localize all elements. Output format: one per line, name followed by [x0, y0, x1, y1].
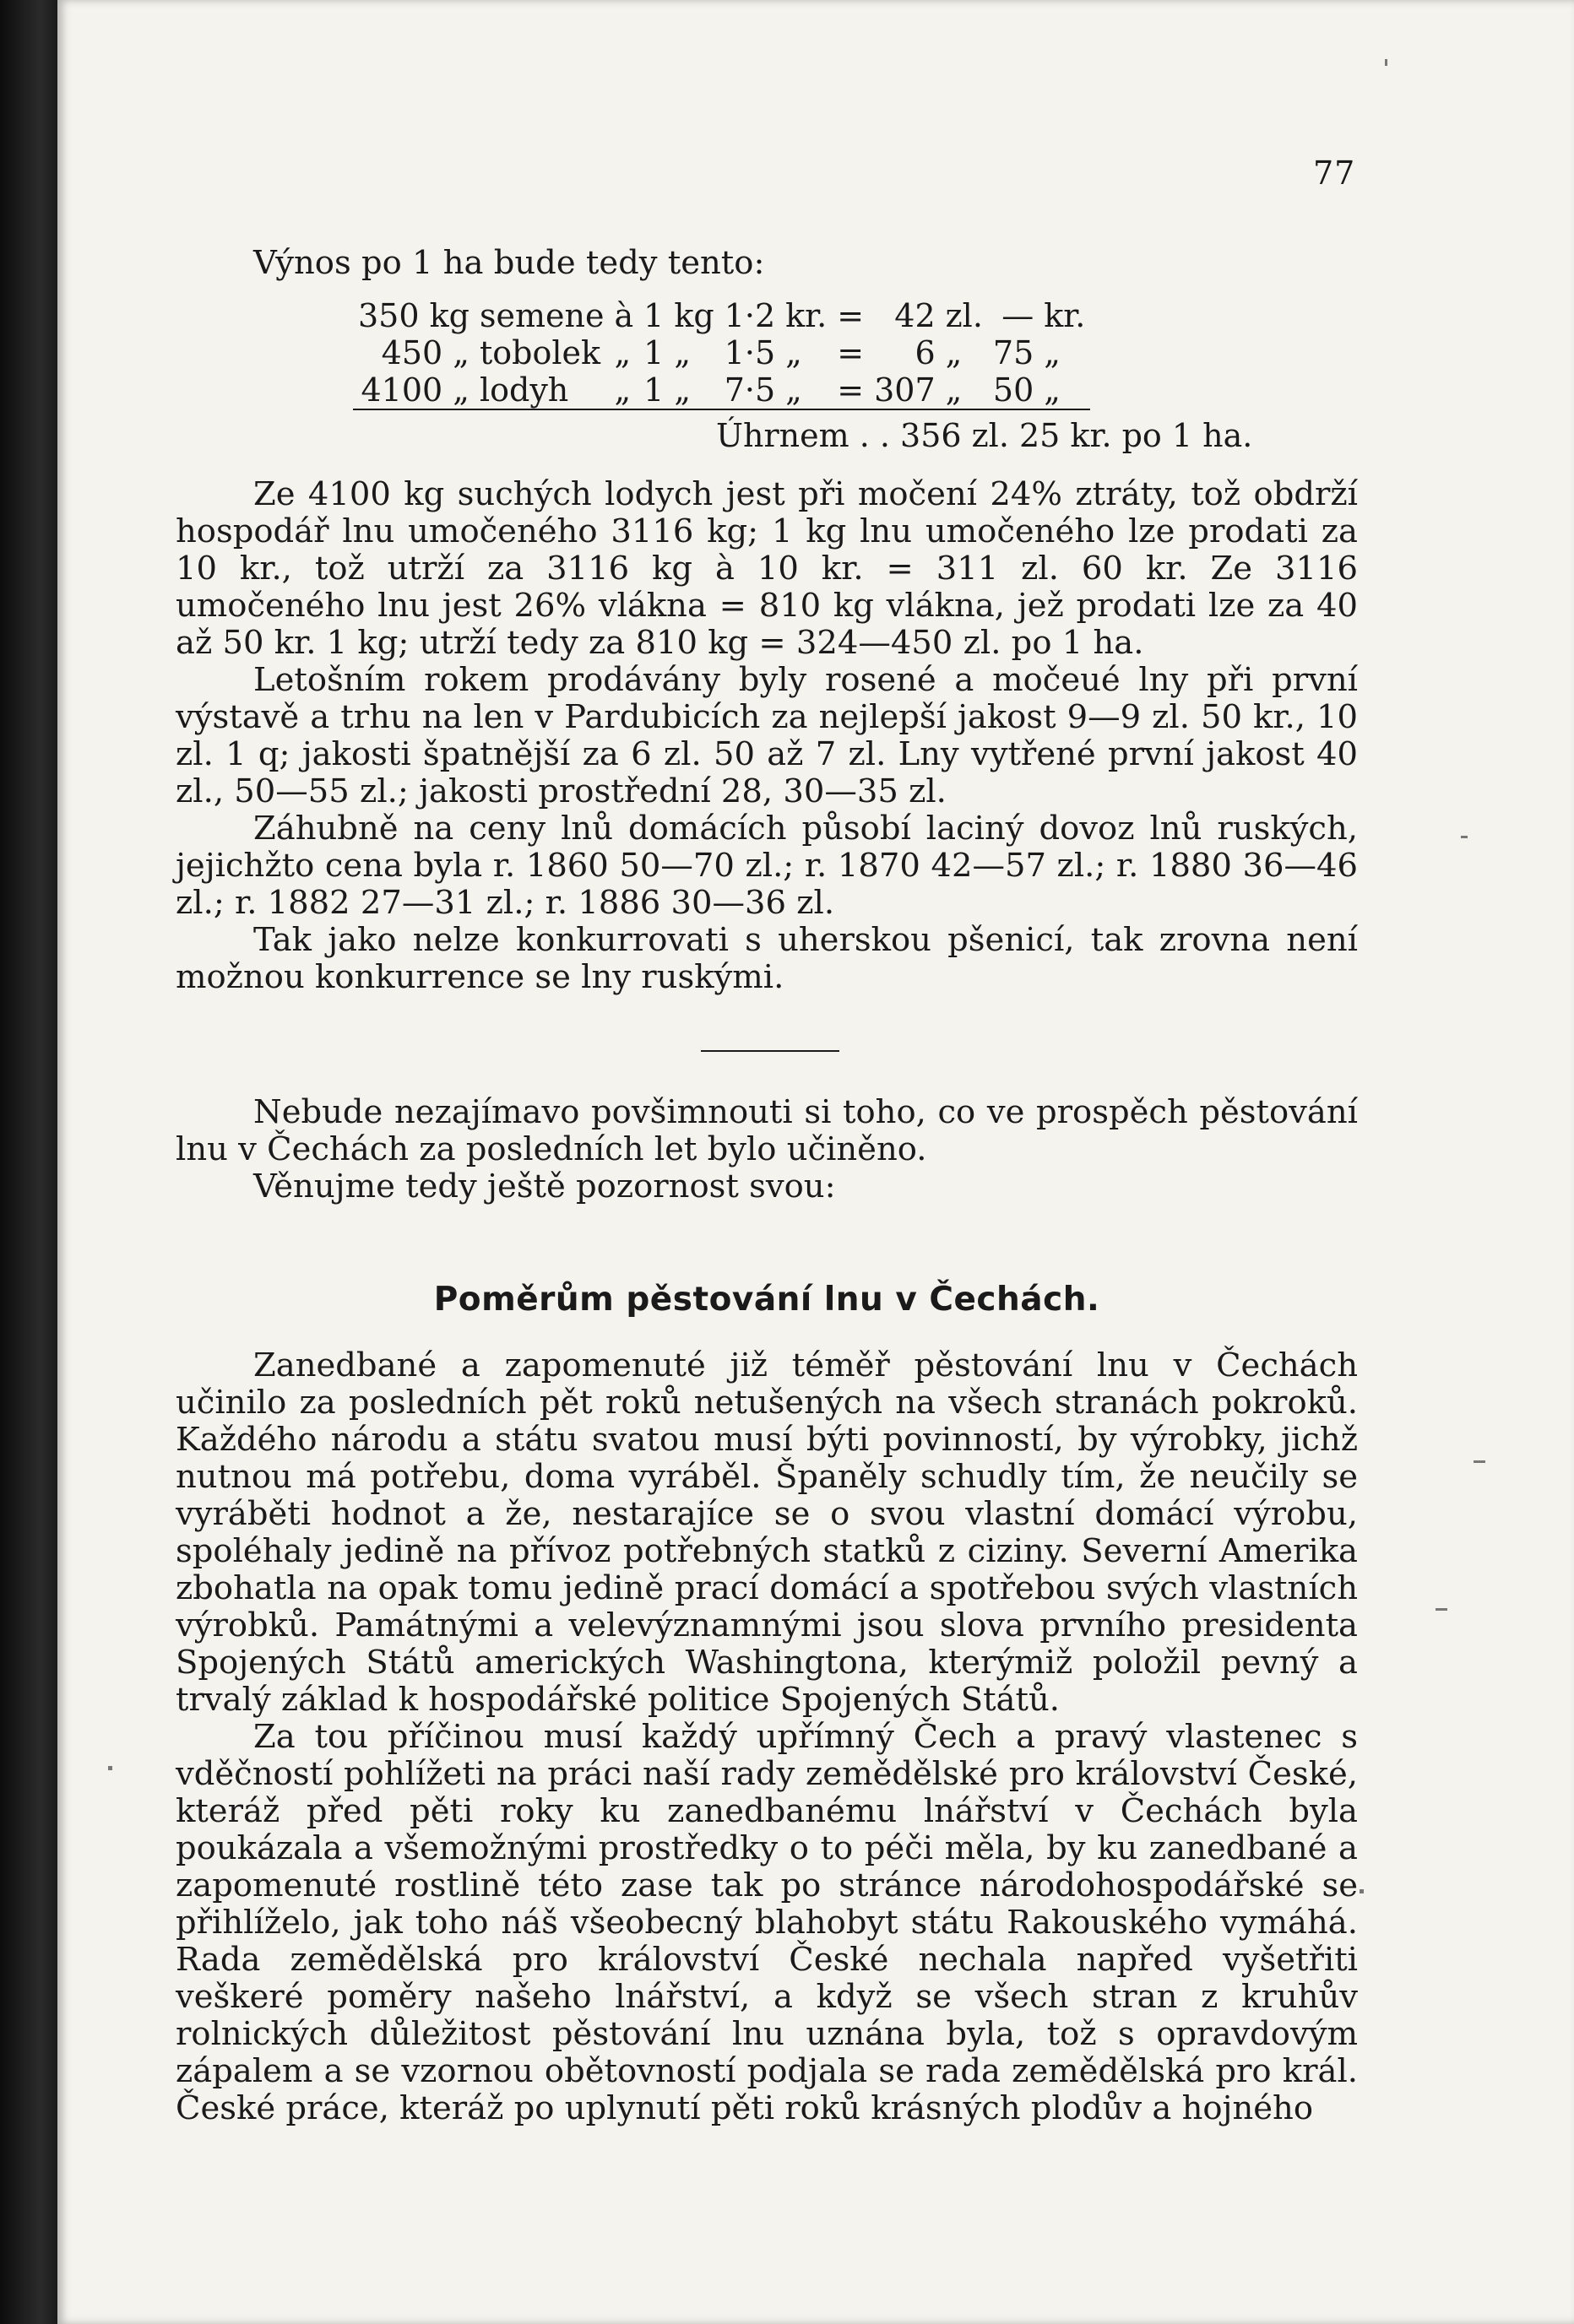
per: „ [609, 371, 638, 409]
section-divider [701, 1050, 839, 1052]
price: 1·5 [724, 334, 776, 371]
paragraph: Záhubně na ceny lnů domácích působí laciný dovoz lnů ruských, jejichžto cena byla r. 1860 50—70 zl.; r. 1870 42—57 zl.; r. 1880 36—46 zl.; r. 1882 27—31 zl.; r. 1886 30—36 zl. [176, 810, 1358, 922]
paragraph: Ze 4100 kg suchých lodych jest při močení 24% ztráty, tož obdrží hospodář lnu umočeného 3116 kg; 1 kg lnu umočeného lze prodati za 10 kr., tož utrží za 3116 kg à 10 kr. = 311 zl. 60 kr. Ze 3116 umočeného lnu jest 26% vlákna = 810 kg vlákna, jež prodati lze za 40 až 50 kr. 1 kg; utrží tedy za 810 kg = 324—450 zl. po 1 ha. [176, 475, 1358, 662]
equals: = [837, 334, 865, 371]
scan-left-edge [0, 0, 57, 2324]
zl-label: zl. [945, 297, 983, 334]
scan-mark [108, 1766, 112, 1770]
kr-label: kr. [1044, 297, 1086, 334]
yield-table [353, 297, 1090, 410]
yield-intro: Výnos po 1 ha bude tedy tento: [253, 244, 765, 282]
paragraph: Za tou příčinou musí každý upřímný Čech a pravý vlastenec s vděčností pohlížeti na práci naší rady zemědělské pro království České, kteráž před pěti roky ku zanedbanému lnářství v Čechách byla poukázala a všemožnými prostředky o to péči měla, by ku zanedbané a zapomenuté rostlině této zase tak po stránce národohospodářské se přihlíželo, jak toho náš všeobecný blahobyt státu Rakouského vymáhá. Rada zemědělská pro království České nechala napřed vyšetřiti veškeré poměry našeho lnářství, a když se všech stran z kruhův rolnických důležitost pěstování lnu uznána byla, tož s opravdovým zápalem a se vzornou obětovností podjala se rada zemědělská pro král. České práce, kteráž po uplynutí pěti roků krásných plodův a hojného [176, 1718, 1358, 2127]
kr-label: „ [1044, 334, 1061, 371]
qty: 4100 „ [353, 371, 475, 409]
item: semene [479, 297, 605, 334]
scan-mark [1360, 1889, 1364, 1893]
unit: 1 „ [638, 371, 719, 409]
paragraph: Letošním rokem prodávány byly rosené a močeué lny při první výstavě a trhu na len v Pardubicích za nejlepší jakost 9—9 zl. 50 kr., 10 zl. 1 q; jakosti špatnější za 6 zl. 50 až 7 zl. Lny vytřené první jakost 40 zl., 50—55 zl.; jakosti prostřední 28, 30—35 zl. [176, 661, 1358, 810]
per: à [614, 297, 634, 334]
table-row [353, 297, 1090, 334]
paragraph: Nebude nezajímavo povšimnouti si toho, co ve prospěch pěstování lnu v Čechách za posledních let bylo učiněno. [176, 1093, 1358, 1168]
zl-label: „ [941, 371, 988, 409]
zl-value: 6 [915, 334, 936, 371]
zl-value: 307 [869, 371, 941, 409]
price: 1·2 [724, 297, 776, 334]
table-row [353, 371, 1090, 409]
currency: „ [780, 371, 832, 409]
paragraph: Zanedbané a zapomenuté již téměř pěstování lnu v Čechách učinilo za posledních pět roků netušených na všech stranách pokroků. Každého národu a státu svatou musí býti povinností, by výrobky, jichž nutnou má potřebu, doma vyráběl. Španěly schudly tím, že neučily se vyráběti hodnot a že, nestarajíce se o svou vlastní domácí výrobu, spoléhaly jedině na přívoz potřebných statků z ciziny. Severní Amerika zbohatla na opak tomu jedině prací domácí a spotřebou svých vlastních výrobků. Památnými a velevýznamnými jsou slova prvního presidenta Spojených Států amerických Washingtona, kterýmiž položil pevný a trvalý základ k hospodářské politice Spojených Států. [176, 1346, 1358, 1719]
qty: 350 kg [358, 297, 469, 334]
equals: = [837, 297, 865, 334]
zl-value: 42 [894, 297, 936, 334]
scan-mark [1385, 59, 1387, 66]
scan-mark [1474, 1460, 1485, 1463]
table-row [353, 334, 1090, 371]
item: tobolek [479, 334, 600, 371]
qty: 450 „ [381, 334, 469, 371]
equals: = [832, 371, 869, 409]
price: 7·5 [719, 371, 780, 409]
unit: 1 „ [643, 334, 692, 371]
paragraph: Tak jako nelze konkurrovati s uherskou pšenicí, tak zrovna není možnou konkurrence se lny ruskými. [176, 921, 1358, 996]
kr-label: „ [1039, 371, 1090, 409]
currency: „ [785, 334, 802, 371]
scan-mark [1436, 1608, 1447, 1611]
zl-label: „ [945, 334, 963, 371]
section-heading: Poměrům pěstování lnu v Čechách. [433, 1281, 1100, 1319]
currency: kr. [785, 297, 828, 334]
paragraph: Věnujme tedy ještě pozornost svou: [253, 1167, 836, 1205]
per: „ [614, 334, 632, 371]
kr-value: 75 [992, 334, 1034, 371]
unit: 1 kg [643, 297, 714, 334]
kr-value: — [1001, 297, 1034, 334]
page-number: 77 [1313, 154, 1356, 192]
yield-total: Úhrnem . . 356 zl. 25 kr. po 1 ha. [716, 417, 1253, 454]
item: lodyh [475, 371, 609, 409]
page-content [176, 245, 1358, 2127]
scan-mark [1461, 836, 1468, 838]
kr-value: 50 [988, 371, 1039, 409]
